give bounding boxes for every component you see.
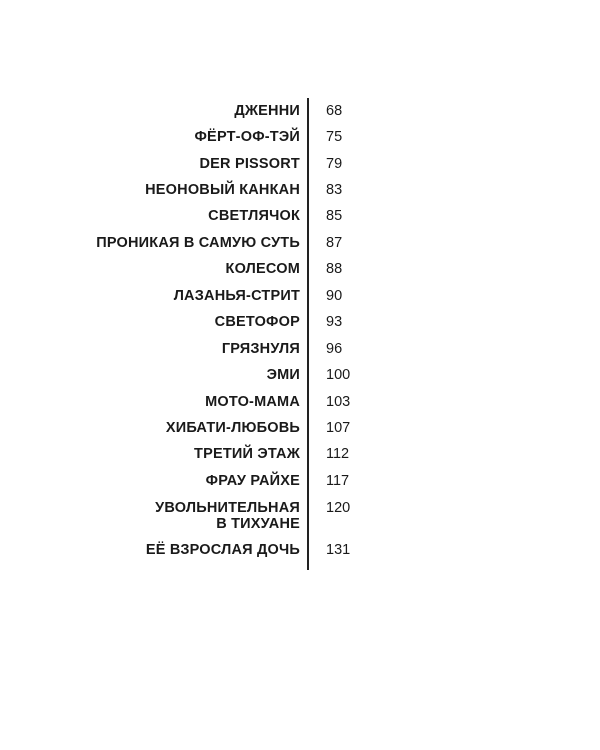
toc-entry-title: ЕЁ ВЗРОСЛАЯ ДОЧЬ xyxy=(145,542,300,558)
toc-entry-page: 68 xyxy=(326,103,343,119)
toc-entry-title: ЛАЗАНЬЯ-СТРИТ xyxy=(173,288,300,304)
toc-entry-title: ТРЕТИЙ ЭТАЖ xyxy=(194,446,300,462)
toc-entry-title: ДЖЕННИ xyxy=(234,103,300,119)
toc-entry-page: 79 xyxy=(326,156,343,172)
toc-entry-page: 75 xyxy=(326,129,343,145)
toc-entry-title: ХИБАТИ-ЛЮБОВЬ xyxy=(165,420,300,436)
toc-entry-page: 96 xyxy=(326,341,343,357)
toc-entry-page: 93 xyxy=(326,314,343,330)
toc-entry-page: 88 xyxy=(326,261,343,277)
toc-entry-page: 85 xyxy=(326,208,343,224)
toc-entry-title: ГРЯЗНУЛЯ xyxy=(221,341,300,357)
toc-entry-page: 87 xyxy=(326,235,343,251)
toc-entry-page: 112 xyxy=(326,446,350,462)
toc-entry-title: ЭМИ xyxy=(266,367,300,383)
toc-entry-page: 131 xyxy=(326,542,351,558)
toc-entry-page: 117 xyxy=(326,473,350,489)
toc-entry-page: 107 xyxy=(326,420,351,436)
toc-entry-title: ФЁРТ-ОФ-ТЭЙ xyxy=(194,129,300,145)
toc-entry-title: В ТИХУАНЕ xyxy=(216,516,300,532)
toc-entry-title: УВОЛЬНИТЕЛЬНАЯ xyxy=(155,500,300,516)
toc-entry-title: НЕОНОВЫЙ КАНКАН xyxy=(145,182,300,198)
toc-entry-title: МОТО-МАМА xyxy=(205,394,300,410)
toc-entry-title: ФРАУ РАЙХЕ xyxy=(205,473,300,489)
toc-entry-title: СВЕТОФОР xyxy=(214,314,300,330)
toc-entry-title: ПРОНИКАЯ В САМУЮ СУТЬ xyxy=(96,235,300,251)
toc-entry-title: СВЕТЛЯЧОК xyxy=(208,208,300,224)
vertical-divider xyxy=(307,98,309,570)
toc-entry-page: 103 xyxy=(326,394,351,410)
toc-entry-page: 100 xyxy=(326,367,351,383)
toc-entry-page: 83 xyxy=(326,182,343,198)
toc-entry-title: КОЛЕСОМ xyxy=(225,261,300,277)
toc-entry-title: DER PISSORT xyxy=(199,156,300,172)
toc-entry-page: 120 xyxy=(326,500,351,516)
toc-entry-page: 90 xyxy=(326,288,343,304)
